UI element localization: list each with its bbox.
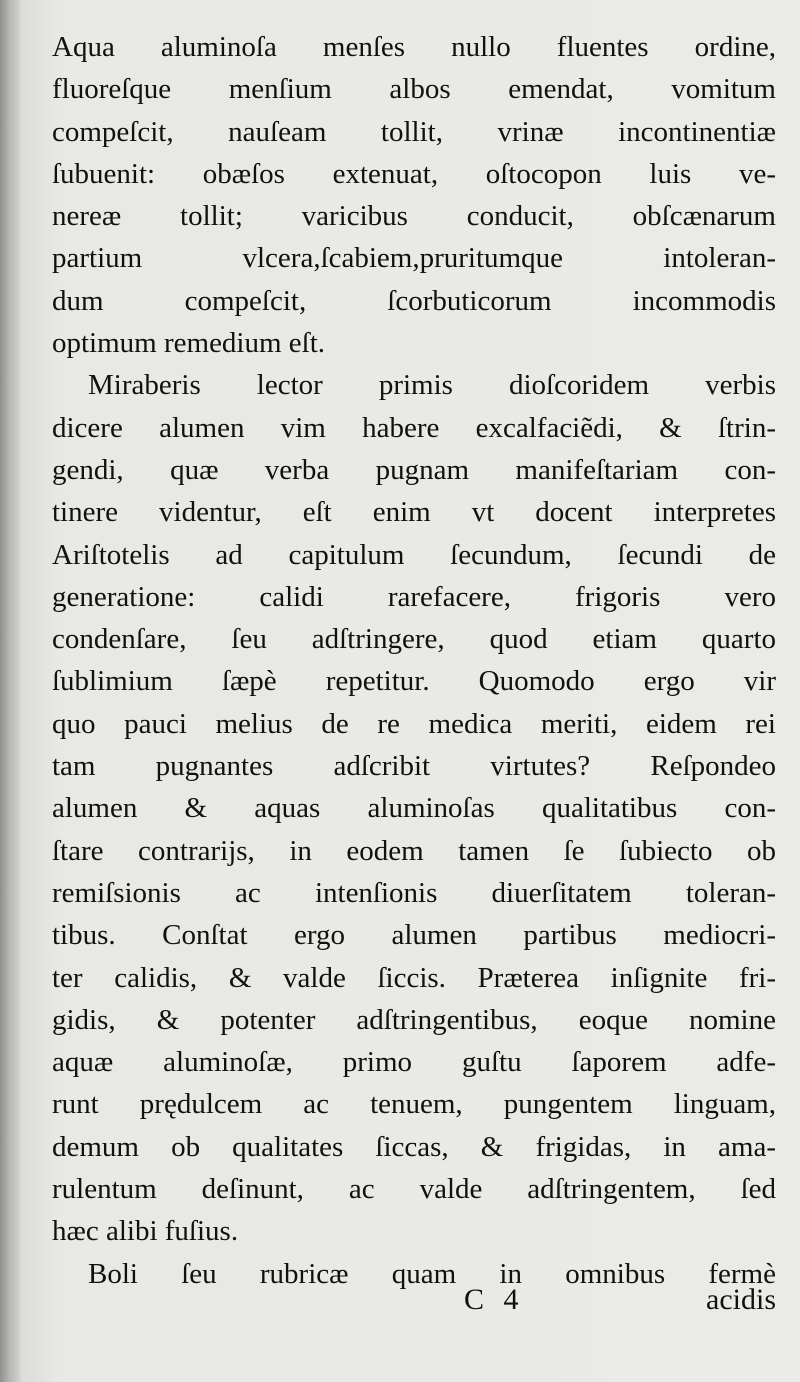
text-line: partium vlcera,ſcabiem,pruritumque intoleran- (52, 242, 776, 275)
text-line: condenſare, ſeu adſtringere, quod etiam quarto (52, 623, 776, 656)
page-edge-shadow (0, 0, 22, 1382)
text-line: ſublimium ſæpè repetitur. Quomodo ergo vir (52, 665, 776, 698)
text-line: fluoreſque menſium albos emendat, vomitum (52, 73, 776, 106)
paragraph (52, 364, 776, 1252)
text-line: Aqua aluminoſa menſes nullo fluentes ordine, (52, 31, 776, 63)
text-line: hæc alibi fuſius. (52, 1215, 239, 1248)
text-line: ſubuenit: obæſos extenuat, oſtocopon luis ve- (52, 157, 776, 190)
text-line: quo pauci melius de re medica meriti, eidem rei (52, 707, 776, 740)
text-line: alumen & aquas aluminoſas qualitatibus con- (52, 792, 776, 825)
text-line: ter calidis, & valde ſiccis. Præterea inſignite fri- (52, 961, 776, 994)
text-line: aquæ aluminoſæ, primo guſtu ſaporem adfe- (52, 1046, 776, 1079)
text-line: rulentum deſinunt, ac valde adſtringentem, ſed (52, 1173, 776, 1206)
text-line: remiſsionis ac intenſionis diuerſitatem toleran- (52, 876, 776, 909)
text-line: gidis, & potenter adſtringentibus, eoque nomine (52, 1003, 776, 1036)
text-line: Ariſtotelis ad capitulum ſecundum, ſecundi de (52, 538, 776, 571)
text-body (52, 26, 776, 1295)
catchword: acidis (706, 1283, 776, 1316)
text-line: tam pugnantes adſcribit virtutes? Reſpondeo (52, 750, 776, 783)
text-line: tinere videntur, eſt enim vt docent interpretes (52, 496, 776, 529)
signature-mark: C 4 (464, 1283, 525, 1316)
paragraph (52, 26, 776, 364)
text-line: demum ob qualitates ſiccas, & frigidas, in ama- (52, 1130, 776, 1163)
page-footer (52, 1278, 776, 1322)
text-line: compeſcit, nauſeam tollit, vrinæ incontinentiæ (52, 115, 776, 148)
text-line: gendi, quæ verba pugnam manifeſtariam con- (52, 453, 776, 486)
text-line: optimum remedium eſt. (52, 327, 326, 360)
text-line: dum compeſcit, ſcorbuticorum incommodis (52, 284, 776, 317)
text-line: dicere alumen vim habere excalfaciẽdi, & ſtrin- (52, 411, 776, 444)
text-line: generatione: calidi rarefacere, frigoris vero (52, 580, 776, 613)
text-line: ſtare contrarijs, in eodem tamen ſe ſubiecto ob (52, 834, 776, 867)
text-line: runt prędulcem ac tenuem, pungentem linguam, (52, 1088, 776, 1121)
text-line: tibus. Conſtat ergo alumen partibus mediocri- (52, 919, 776, 952)
text-line: Boli ſeu rubricæ quam in omnibus fermè (88, 1257, 776, 1290)
text-line: Miraberis lector primis dioſcoridem verbis (88, 369, 776, 402)
text-line: nereæ tollit; varicibus conducit, obſcænarum (52, 200, 776, 233)
